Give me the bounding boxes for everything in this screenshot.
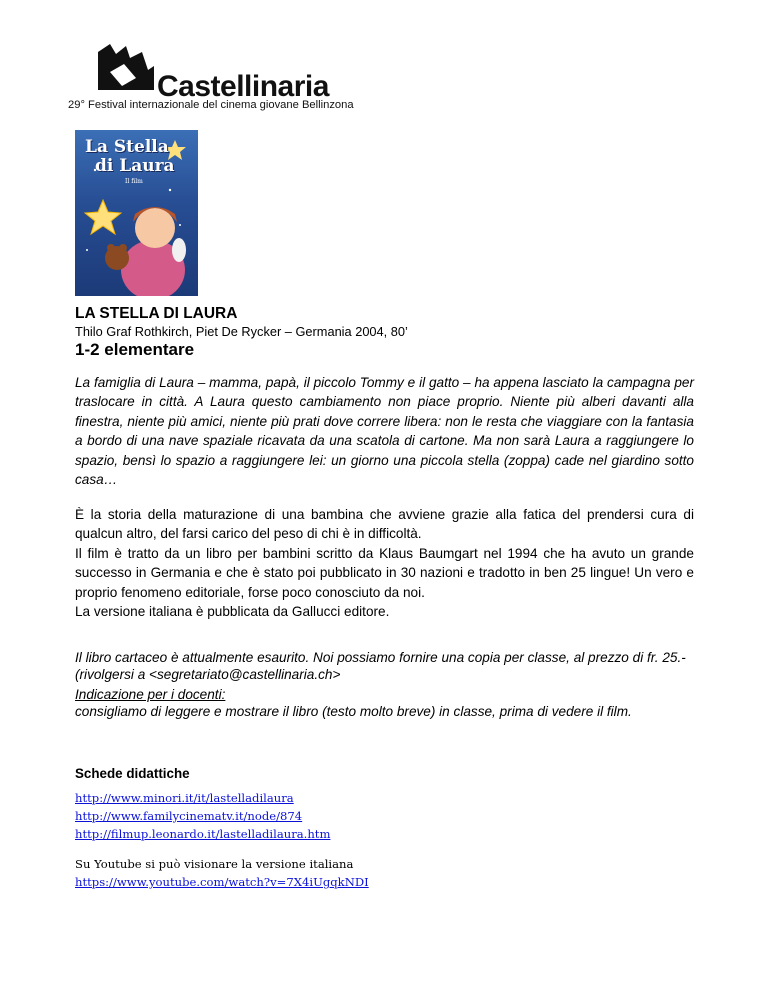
description-line-2: Il film è tratto da un libro per bambini scritto da Klaus Baumgart nel 1994 che ha avuto un grande successo in Germania e che è stato poi pubblicato in 30 nazioni e tradotto in ben 25 lingue! Un vero e proprio fenomeno editoriale, forse poco conosciuto da noi. (75, 545, 694, 600)
schede-heading: Schede didattiche (75, 766, 190, 781)
teacher-note-text: consigliamo di leggere e mostrare il libro (testo molto breve) in classe, prima di vedere il film. (75, 704, 632, 719)
teacher-note-heading: Indicazione per i docenti: (75, 687, 226, 702)
film-credits: Thilo Graf Rothkirch, Piet De Rycker – Germania 2004, 80’ (75, 324, 408, 339)
poster-tag: Il film (125, 178, 143, 185)
castle-mark-icon (96, 42, 156, 92)
logo-subtitle: 29° Festival internazionale del cinema giovane Bellinzona (68, 99, 354, 111)
synopsis: La famiglia di Laura – mamma, papà, il piccolo Tommy e il gatto – ha appena lasciato la campagna per traslocare in città. A Laura questo cambiamento non piace proprio. Niente più alberi davanti alla finestra, niente più amici, niente più prati dove correre libera: non le resta che viaggiare con la fantasia a bordo di una nave spaziale ricavata da una scatola di cartone. Ma non sarà Laura a raggiungere lo spazio, bensì lo spazio a raggiungere lei: un giorno una piccola stella (zoppa) cade nel giardino sotto casa… (75, 375, 694, 488)
film-title: LA STELLA DI LAURA (75, 305, 238, 322)
teacher-note (75, 686, 694, 720)
schede-links (75, 789, 330, 843)
link-minori[interactable]: http://www.minori.it/it/lastelladilaura (75, 791, 294, 805)
film-poster (75, 130, 198, 296)
poster-title: La Stella di Laura (85, 137, 175, 176)
youtube-link[interactable]: https://www.youtube.com/watch?v=7X4iUgqkNDI (75, 875, 369, 889)
link-filmup[interactable]: http://filmup.leonardo.it/lastelladilaura.htm (75, 827, 331, 841)
link-familycinematv[interactable]: http://www.familycinematv.it/node/874 (75, 809, 303, 823)
logo-wordmark: Castellinaria (157, 70, 329, 103)
book-note: Il libro cartaceo è attualmente esaurito. Noi possiamo fornire una copia per classe, al prezzo di fr. 25.- (rivolgersi a <segretariato@castellinaria.ch> (75, 650, 686, 682)
description (75, 505, 694, 621)
grade-level: 1-2 elementare (75, 340, 195, 359)
description-line-1: È la storia della maturazione di una bambina che avviene grazie alla fatica del prendersi cura di qualcun altro, del farsi carico del peso di chi è in difficoltà. (75, 507, 694, 542)
description-line-3: La versione italiana è pubblicata da Gallucci editore. (75, 604, 390, 620)
youtube-label: Su Youtube si può visionare la versione italiana (75, 857, 354, 871)
